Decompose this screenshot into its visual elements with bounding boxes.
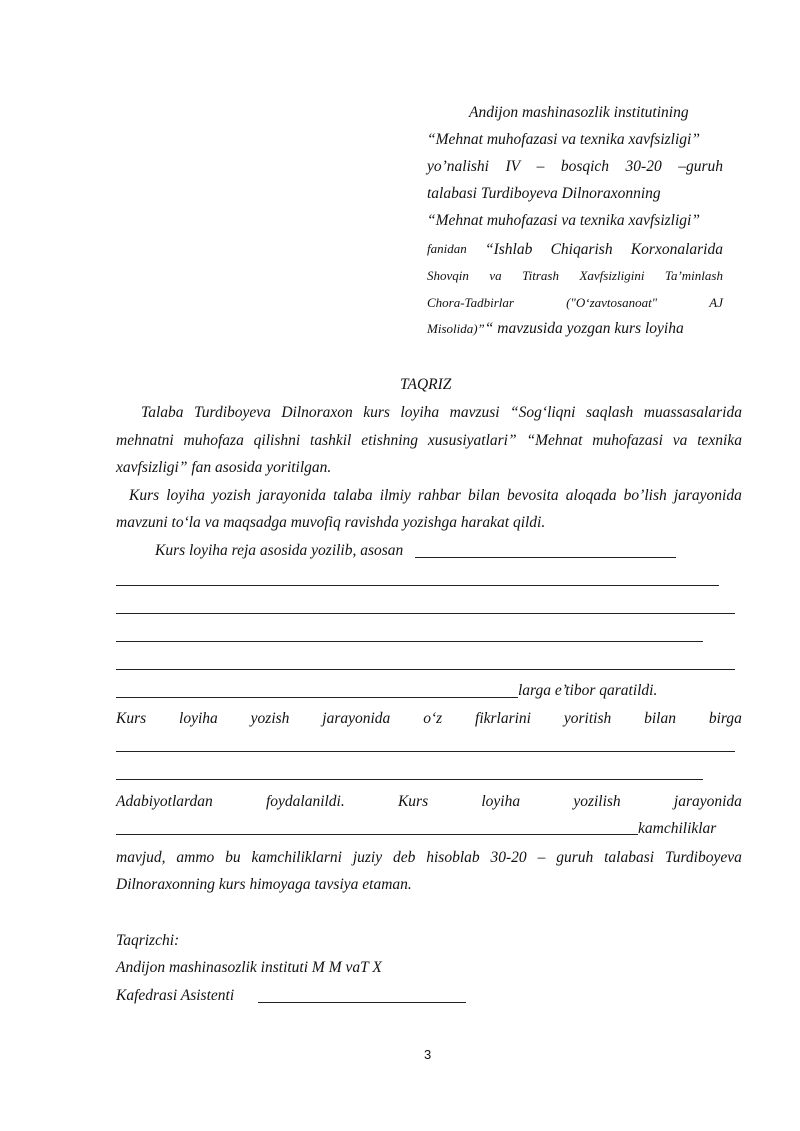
signature-line [258,1002,466,1003]
para2-line-1-word: bilan [468,487,500,504]
para2-line-1-word: Kurs [129,487,160,504]
para1-line-1-word: Turdiboyeva [193,404,271,421]
para1-line-2-word: mehnatni [116,432,174,449]
para1-line-2-word: muhofazasi [592,432,663,449]
para1-line-1-word: kurs [363,404,390,421]
para1-line-1-word: “Sog‘liqni [510,404,576,421]
header-line-8-word: Chora-Tadbirlar [427,295,514,310]
opinion-line-word: fikrlarini [475,710,531,727]
para1-line-2-word: tashkil [310,432,352,449]
para1-line-2-word: texnika [697,432,742,449]
header-line-9a: Misolida)” [427,321,485,336]
blank-line-3 [116,613,735,614]
header-line-4: talabasi Turdiboyeva Dilnoraxonning [427,185,661,202]
document-title: TAQRIZ [400,376,452,393]
blank-line-9 [116,834,638,835]
para2-line-1-word: bevosita [507,487,559,504]
header-line-8-word: ("O‘zavtosanoat" [566,295,658,310]
conclusion-line-1-word: hisoblab [426,849,480,866]
page-number: 3 [424,1047,432,1062]
opinion-line-word: loyiha [179,710,218,727]
para1-line-1-word: mavzusi [449,404,500,421]
header-line-3-word: yo’nalishi [427,158,489,175]
reviewer-label: Taqrizchi: [116,932,180,949]
header-line-7-word: Titrash [522,268,559,283]
para2-line-1-word: jarayonida [673,487,742,504]
para2-line-1-word: bo’lish [623,487,667,504]
para1-line-1-word: Dilnoraxon [281,404,353,421]
conclusion-line-1-word: kamchiliklarni [251,849,342,866]
para2-line-1-word: jarayonida [257,487,326,504]
conclusion-line-1 [116,849,742,867]
conclusion-line-1-word: mavjud, [116,849,166,866]
para1-line-2 [116,432,742,450]
opinion-line-word: o‘z [423,710,443,727]
para2-line-2: mavzuni to‘la va maqsadga muvofiq ravishda yozishga harakat qildi. [116,514,546,531]
conclusion-line-1-word: 30-20 [490,849,527,866]
header-line-6-word: fanidan [427,241,467,256]
literature-line-word: loyiha [481,793,521,810]
para3-line-1: Kurs loyiha reja asosida yozilib, asosan [155,542,404,559]
header-line-8 [427,295,723,311]
header-line-1: Andijon mashinasozlik institutining [469,104,689,121]
opinion-line-word: birga [708,710,742,727]
conclusion-line-1-word: deb [392,849,416,866]
para2-line-1 [129,487,742,505]
para1-line-2-word: etishning [361,432,419,449]
header-line-7-word: va [489,268,502,283]
opinion-line-word: yoritish [563,710,612,727]
shortcomings-text: kamchiliklar [638,820,717,837]
conclusion-line-2: Dilnoraxonning kurs himoyaga tavsiya etaman. [116,876,412,893]
header-line-3-word: – [536,158,545,175]
header-line-8-word: AJ [709,295,723,310]
para2-line-1-word: yozish [212,487,251,504]
opinion-line-word: bilan [644,710,676,727]
para1-line-2-word: muhofaza [183,432,244,449]
conclusion-line-1-word: guruh [556,849,594,866]
para2-line-1-word: ilmiy [379,487,411,504]
reviewer-position: Kafedrasi Asistenti [116,987,235,1004]
opinion-line [116,710,742,728]
para2-line-1-word: aloqada [565,487,617,504]
opinion-line-word: yozish [250,710,290,727]
para1-line-2-word: “Mehnat [526,432,583,449]
para2-line-1-word: rahbar [417,487,461,504]
blank-line-4 [116,641,703,642]
header-line-7 [427,268,723,284]
header-line-3 [427,158,723,176]
conclusion-line-1-word: Turdiboyeva [664,849,742,866]
para1-line-1-word: Talaba [141,404,184,421]
para1-line-3: xavfsizligi” fan asosida yoritilgan. [116,459,332,476]
header-line-6-word: Chiqarish [550,241,613,258]
header-line-3-word: bosqich [560,158,610,175]
conclusion-line-1-word: bu [225,849,241,866]
literature-line-word: Kurs [397,793,429,810]
header-line-6 [427,241,723,259]
conclusion-line-1-word: juziy [352,849,383,866]
header-line-7-word: Shovqin [427,268,469,283]
literature-line-word: Adabiyotlardan [116,793,213,810]
opinion-line-word: Kurs [116,710,147,727]
header-line-9 [427,320,684,338]
blank-line-2 [116,585,719,586]
blank-line-5 [116,669,735,670]
header-line-5: “Mehnat muhofazasi va texnika xavfsizligi” [427,212,700,229]
para1-line-1 [141,404,742,422]
para2-line-1-word: talaba [333,487,373,504]
header-line-7-word: Xavfsizligini [579,268,645,283]
reviewer-institution: Andijon mashinasozlik instituti M M vaT X [116,959,382,976]
para1-line-2-word: va [672,432,688,449]
header-line-3-word: 30-20 [625,158,662,175]
blank-line-6 [116,697,518,698]
header-line-9b: “ mavzusida yozgan kurs loyiha [484,320,684,337]
header-line-2: “Mehnat muhofazasi va texnika xavfsizligi” [427,131,700,148]
literature-line-word: yozilish [573,793,621,810]
para1-line-2-word: qilishni [253,432,301,449]
conclusion-line-1-word: – [537,849,546,866]
para1-line-1-word: muassasalarida [643,404,742,421]
conclusion-line-1-word: talabasi [604,849,655,866]
header-line-6-word: Korxonalarida [630,241,723,258]
literature-line-word: foydalanildi. [265,793,345,810]
literature-line [116,793,742,811]
blank-line-1 [415,557,676,558]
conclusion-line-1-word: ammo [176,849,215,866]
header-line-6-word: “Ishlab [484,241,533,258]
para1-line-1-word: loyiha [400,404,440,421]
para1-line-1-word: saqlash [585,404,634,421]
blank-line-7 [116,751,735,752]
para2-line-1-word: loyiha [166,487,205,504]
attention-text: larga e’tibor qaratildi. [518,682,658,699]
header-line-3-word: IV [505,158,521,175]
blank-line-8 [116,779,703,780]
opinion-line-word: jarayonida [322,710,391,727]
header-line-3-word: –guruh [678,158,723,175]
literature-line-word: jarayonida [673,793,742,810]
para1-line-2-word: xususiyatlari” [427,432,517,449]
header-line-7-word: Ta’minlash [664,268,723,283]
